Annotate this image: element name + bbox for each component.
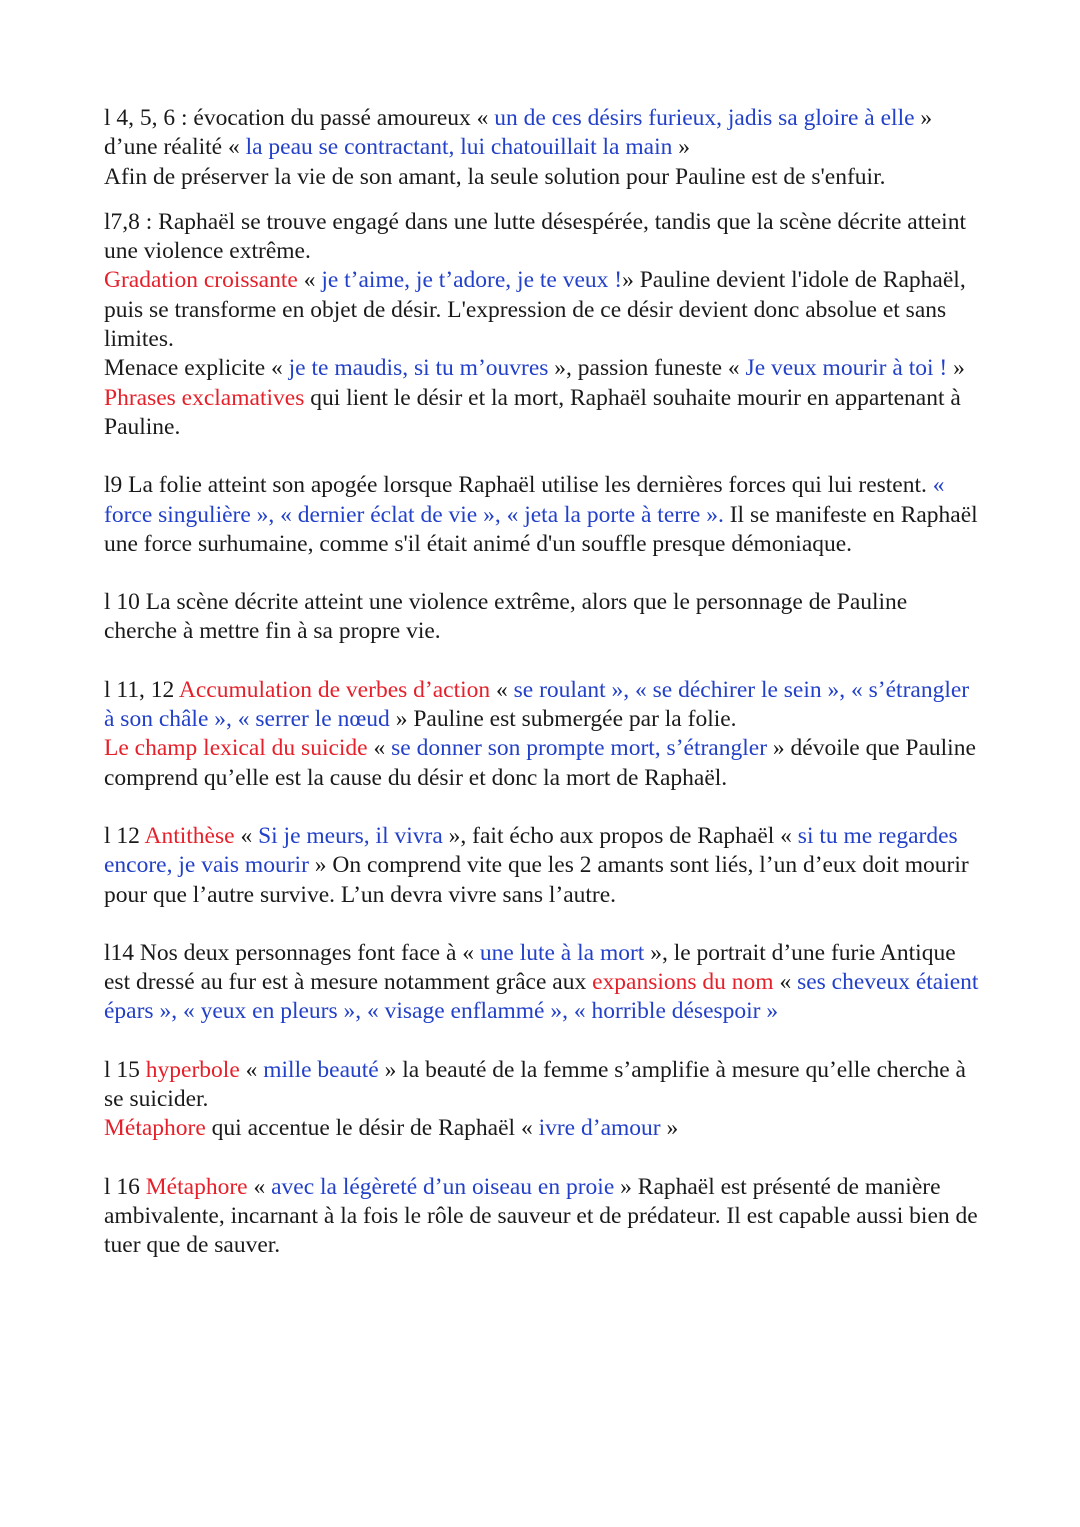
quotation: Si je meurs, il vivra [258,822,443,849]
paragraph-line-9 [104,471,984,559]
figure-of-speech: Métaphore [104,1115,206,1142]
quotation: se donner son prompte mort, s’étrangler [391,735,768,762]
paragraph-line-10 [104,588,984,647]
quotation: Je veux mourir à toi ! [745,355,948,382]
figure-of-speech: Antithèse [144,822,235,849]
text-segment: l14 Nos deux personnages font face à « [104,939,480,966]
paragraph-lines-4-5-6 [104,104,984,163]
quotation: une lute à la mort [479,939,645,966]
text-segment: » dévoile que Pauline comprend qu’elle est la cause du désir et donc la mort de Raphaël. [104,735,976,791]
paragraph-line-15 [104,1056,984,1115]
text-segment: », fait écho aux propos de Raphaël « [442,822,798,849]
figure-of-speech: Gradation croissante [104,267,298,294]
quotation: se roulant », « se déchirer le sein », « s’étrangler à son châle », « serrer le nœud [104,676,970,733]
text-segment: l 16 [104,1173,146,1200]
text-segment: », le portrait d’une furie Antique est dressé au fur est à mesure notamment grâce aux [104,939,956,996]
paragraph-menace [104,354,984,383]
quotation: « force singulière », « dernier éclat de vie », « jeta la porte à terre ». [104,472,945,528]
quotation: la peau se contractant, lui chatouillait la main [245,134,673,161]
text-segment: « [297,267,322,294]
text-segment: l 12 [104,822,145,849]
text-segment: Afin de préserver la vie de son amant, la seule solution pour Pauline est de s'enfuir. [104,163,886,190]
text-segment: » Pauline devient l'idole de Raphaël, puis se transforme en objet de désir. L'expression de ce désir devient donc absolue et sans limites. [104,267,966,353]
figure-of-speech: expansions du nom [592,969,774,996]
text-segment: l 15 [104,1056,146,1083]
quotation: ses cheveux étaient épars », « yeux en pleurs », « visage enflammé », « horrible désespoir » [104,969,979,1025]
figure-of-speech: Le champ lexical du suicide [104,735,368,762]
text-segment: » d’une réalité « [104,105,933,161]
paragraph-lines-11-12 [104,676,984,735]
text-segment: » [672,134,690,161]
quotation: je t’aime, je t’adore, je te veux ! [321,267,623,294]
text-segment: l 11, 12 [104,676,179,703]
text-segment: » [947,355,965,382]
text-segment: l 10 La scène décrite atteint une violence extrême, alors que le personnage de Pauline cherche à mettre fin à sa propre vie. [104,589,908,645]
text-segment: l9 La folie atteint son apogée lorsque Raphaël utilise les dernières forces qui lui restent. [104,472,933,499]
text-segment: « [234,822,259,849]
paragraph-metaphor-ivre [104,1114,984,1143]
document-page [104,104,984,1261]
text-segment: » Raphaël est présenté de manière ambivalente, incarnant à la fois le rôle de sauveur et de prédateur. Il est capable aussi bien de tuer que de sauver. [104,1173,978,1259]
quotation: je te maudis, si tu m’ouvres [288,355,549,382]
paragraph-exclamatives [104,384,984,443]
figure-of-speech: hyperbole [145,1056,240,1083]
paragraph-line-14 [104,939,984,1027]
text-segment: l7,8 : Raphaël se trouve engagé dans une lutte désespérée, tandis que la scène décrite atteint une violence extrême. [104,208,966,265]
quotation: ivre d’amour [538,1115,661,1142]
figure-of-speech: Métaphore [145,1173,248,1200]
figure-of-speech: Accumulation de verbes d’action [178,676,491,703]
text-segment: « [773,969,798,996]
text-segment: » Pauline est submergée par la folie. [389,706,737,733]
paragraph-line-12-antithesis [104,822,984,910]
quotation: mille beauté [263,1056,379,1083]
text-segment: qui accentue le désir de Raphaël « [205,1115,539,1142]
text-segment: » la beauté de la femme s’amplifie à mesure qu’elle cherche à se suicider. [104,1056,966,1113]
text-segment: « [367,735,392,762]
paragraph-line-16 [104,1173,984,1261]
paragraph-lines-7-8 [104,208,984,267]
text-segment: Menace explicite « [104,355,289,382]
text-segment: », passion funeste « [548,355,746,382]
text-segment: l 4, 5, 6 : évocation du passé amoureux « [104,105,495,131]
paragraph-gradation [104,266,984,354]
text-segment: « [239,1056,264,1083]
text-segment: « [247,1173,272,1200]
figure-of-speech: Phrases exclamatives [104,384,305,411]
quotation: avec la légèreté d’un oiseau en proie [271,1173,615,1200]
text-segment: qui lient le désir et la mort, Raphaël souhaite mourir en appartenant à Pauline. [104,384,961,440]
paragraph-conclusion-flee [104,163,984,192]
text-segment: « [490,676,514,703]
text-segment: » On comprend vite que les 2 amants sont liés, l’un d’eux doit mourir pour que l’autre survive. L’un devra vivre sans l’autre. [104,852,969,908]
paragraph-suicide-lexicon [104,734,984,793]
quotation: si tu me regardes encore, je vais mourir [104,822,958,879]
text-segment: » [660,1115,679,1142]
quotation: un de ces désirs furieux, jadis sa gloire à elle [494,105,915,131]
text-segment: Il se manifeste en Raphaël une force surhumaine, comme s'il était animé d'un souffle presque démoniaque. [104,501,978,557]
